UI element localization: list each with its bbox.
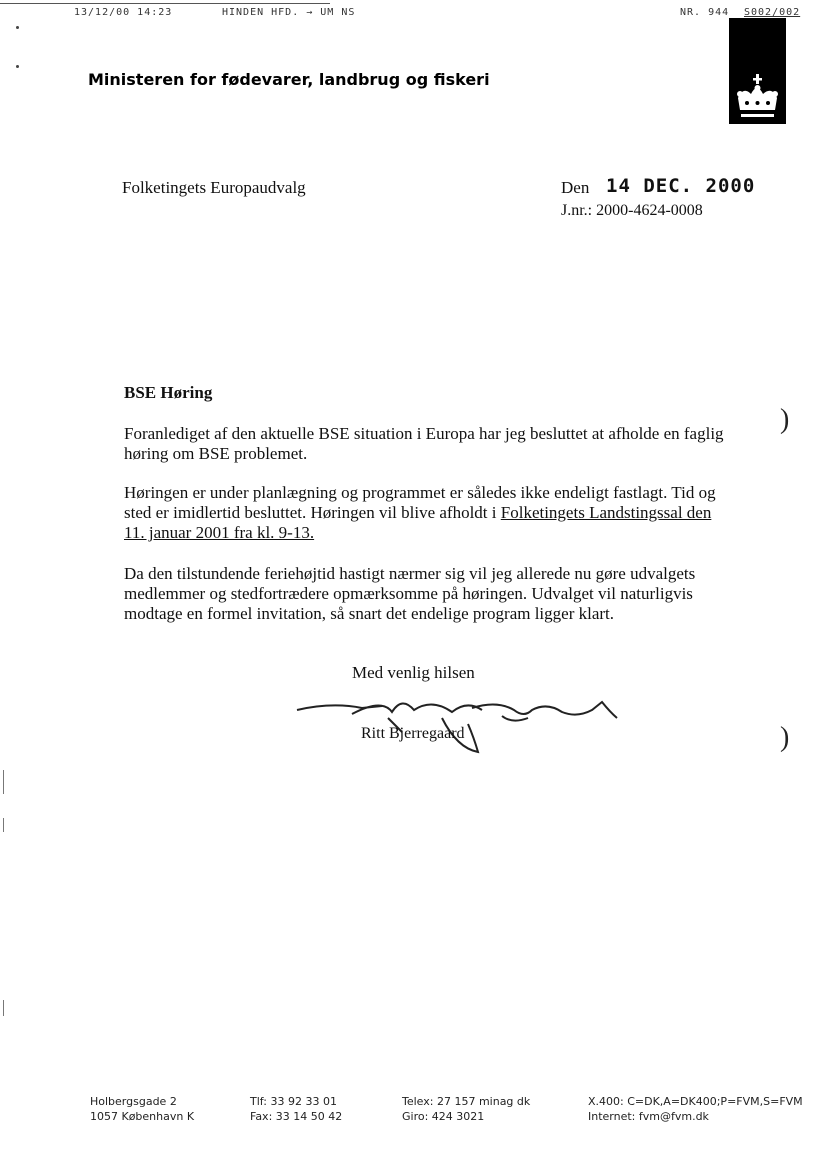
footer-internet: Internet: fvm@fvm.dk <box>588 1110 709 1123</box>
ministry-crest <box>729 18 786 124</box>
footer-telex-giro <box>402 1094 530 1124</box>
scan-edge-mark <box>3 770 4 794</box>
scan-speck <box>16 26 19 29</box>
footer-fax: Fax: 33 14 50 42 <box>250 1110 343 1123</box>
fax-number: NR. 944 <box>680 7 730 18</box>
paragraph-planning-text: Høringen er under planlægning og programmet er således ikke endeligt fastlagt. Tid og sted er imidlertid besluttet. Høringen vil blive afholdt i <box>124 483 716 522</box>
footer-x400: X.400: C=DK,A=DK400;P=FVM,S=FVM <box>588 1095 803 1108</box>
signer-name: Ritt Bjerregaard <box>361 725 465 742</box>
fax-sender: HINDEN HFD. → UM NS <box>222 7 356 18</box>
footer-telex: Telex: 27 157 minag dk <box>402 1095 531 1108</box>
hearing-venue: Folketingets Landstingssal den 11. januar 2001 fra kl. 9-13. <box>124 503 712 542</box>
royal-crown-icon <box>729 18 786 124</box>
paragraph-invitation: Da den tilstundende feriehøjtid hastigt nærmer sig vil jeg allerede nu gøre udvalgets medlemmer og stedfortrædere opmærksomme på høringen. Udvalget vil naturligvis modtage en formel invitation, så snart det endelige program ligger klart. <box>124 564 696 623</box>
footer-phone: Tlf: 33 92 33 01 <box>250 1095 337 1108</box>
journal-number: J.nr.: 2000-4624-0008 <box>561 202 703 219</box>
punch-hole-mark: ) <box>780 722 790 753</box>
date-stamp: 14 DEC. 2000 <box>606 175 756 197</box>
closing: Med venlig hilsen <box>352 663 475 682</box>
scan-edge-mark <box>3 1000 4 1016</box>
subject-heading: BSE Høring <box>124 383 213 402</box>
recipient: Folketingets Europaudvalg <box>122 178 306 197</box>
scan-edge-mark <box>3 818 4 832</box>
footer-city: 1057 København K <box>90 1110 195 1123</box>
footer-giro: Giro: 424 3021 <box>402 1110 485 1123</box>
fax-datetime: 13/12/00 14:23 <box>74 7 173 18</box>
scan-speck <box>16 65 19 68</box>
footer-address <box>90 1094 194 1124</box>
fax-page: S002/002 <box>744 7 801 18</box>
paragraph-planning <box>124 483 724 543</box>
footer-phone-fax <box>250 1094 342 1124</box>
footer-electronic <box>588 1094 803 1124</box>
fax-header <box>0 3 827 19</box>
punch-hole-mark: ) <box>780 404 790 435</box>
ministry-heading: Ministeren for fødevarer, landbrug og fiskeri <box>88 70 490 89</box>
footer-street: Holbergsgade 2 <box>90 1095 177 1108</box>
paragraph-intro: Foranlediget af den aktuelle BSE situation i Europa har jeg besluttet at afholde en faglig høring om BSE problemet. <box>124 424 724 463</box>
date-label: Den <box>561 178 590 197</box>
